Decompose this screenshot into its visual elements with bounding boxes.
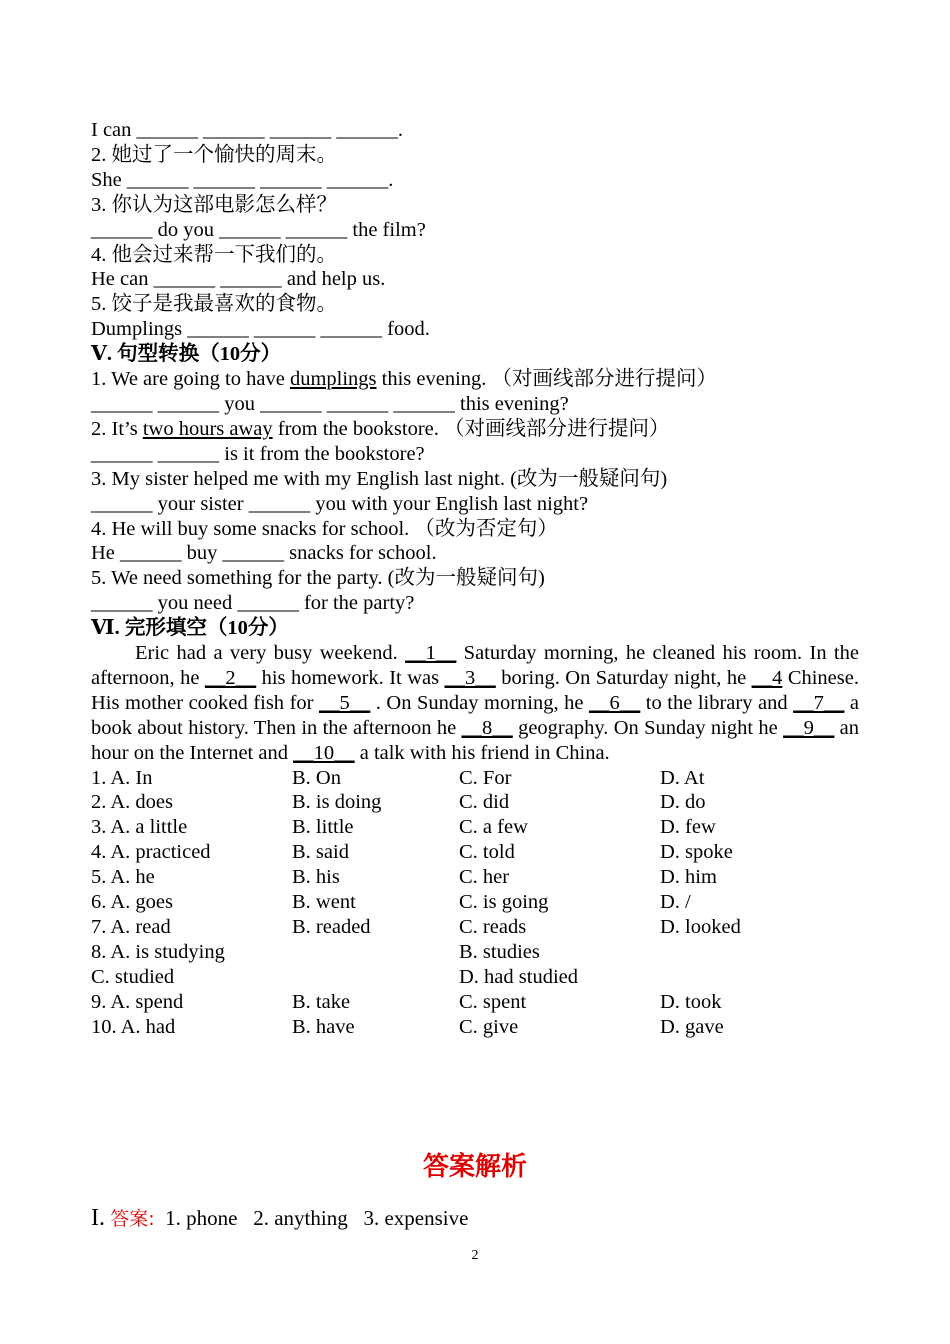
option-cell: B. readed xyxy=(292,916,371,938)
passage-text: Eric had a very busy weekend. xyxy=(135,642,406,665)
option-cell: 10. A. had xyxy=(91,1015,176,1038)
option-cell: D. spoke xyxy=(660,841,733,864)
blank: __6__ xyxy=(589,691,641,714)
option-cell: B. his xyxy=(292,866,340,889)
blank: __9__ xyxy=(783,716,835,739)
option-cell: B. said xyxy=(292,841,349,864)
option-cell: C. studied xyxy=(91,965,175,988)
option-cell: D. had studied xyxy=(459,965,578,988)
blank: __4 xyxy=(751,666,783,689)
option-row xyxy=(91,766,859,791)
section-4-line: 5. 饺子是我最喜欢的食物。 xyxy=(91,293,337,316)
underlined-phrase: dumplings xyxy=(289,368,377,391)
option-cell: C. give xyxy=(459,1015,519,1038)
blank: __5__ xyxy=(319,691,371,714)
answer-line-5-5: ______ you need ______ for the party? xyxy=(91,592,415,615)
question-5-5: 5. We need something for the party. (改为一般疑问句) xyxy=(91,567,545,590)
option-row xyxy=(91,1015,859,1040)
section-4-tail xyxy=(91,118,859,342)
blank: __2__ xyxy=(204,666,257,689)
section-4-line: I can ______ ______ ______ ______. xyxy=(91,119,404,141)
question-5-3: 3. My sister helped me with my English last night. (改为一般疑问句) xyxy=(91,467,668,490)
blank: __8__ xyxy=(461,716,513,739)
passage-text: his homework. It was xyxy=(256,666,445,689)
page-number: 2 xyxy=(471,1248,479,1263)
option-cell: 8. A. is studying xyxy=(91,940,225,963)
option-cell: B. have xyxy=(292,1015,355,1038)
option-cell xyxy=(292,940,459,965)
option-cell: 4. A. practiced xyxy=(91,841,211,864)
blank: __1__ xyxy=(405,642,457,665)
question-5-1: 1. We are going to have dumplings this evening. （对画线部分进行提问） xyxy=(91,368,718,391)
option-cell: 3. A. a little xyxy=(91,816,188,839)
option-cell: D. looked xyxy=(660,916,741,938)
option-row xyxy=(91,990,859,1015)
option-cell: D. do xyxy=(660,791,706,814)
worksheet-page xyxy=(91,118,859,1040)
passage-text: geography. On Sunday night he xyxy=(512,716,784,739)
answer-line-5-2: ______ ______ is it from the bookstore? xyxy=(91,442,425,465)
cloze-options xyxy=(91,766,859,1040)
option-cell: B. take xyxy=(292,990,351,1013)
option-row xyxy=(91,965,859,990)
option-cell: 6. A. goes xyxy=(91,891,173,914)
section-4-line: ______ do you ______ ______ the film? xyxy=(91,218,426,241)
option-cell: B. On xyxy=(292,766,341,789)
passage-text: to the library and xyxy=(640,691,794,714)
section-4-line: He can ______ ______ and help us. xyxy=(91,268,386,291)
section-6-title: Ⅵ. 完形填空（10分） xyxy=(91,617,289,640)
option-row xyxy=(91,790,859,815)
option-cell: D. him xyxy=(660,866,717,889)
section-4-line: 2. 她过了一个愉快的周末。 xyxy=(91,143,337,166)
answer-line-5-4: He ______ buy ______ snacks for school. xyxy=(91,542,437,565)
option-cell: 7. A. read xyxy=(91,916,171,938)
option-cell: C. her xyxy=(459,866,510,889)
option-cell: B. went xyxy=(292,891,356,914)
option-cell: 9. A. spend xyxy=(91,990,184,1013)
answer-row-1: I. 答案: 1. phone 2. anything 3. expensive xyxy=(91,1205,469,1231)
option-cell: C. is going xyxy=(459,891,549,914)
answers-title: 答案解析 xyxy=(422,1152,527,1182)
option-cell: 5. A. he xyxy=(91,866,155,889)
option-cell: C. told xyxy=(459,841,515,864)
option-cell: D. At xyxy=(660,766,705,789)
option-cell: D. / xyxy=(660,891,691,914)
blank: __3__ xyxy=(444,666,496,689)
option-cell xyxy=(660,965,859,990)
question-5-4: 4. He will buy some snacks for school. （改为否定句） xyxy=(91,517,558,540)
option-row xyxy=(91,815,859,840)
passage-text: Chinese. His mother cooked fish for xyxy=(91,666,859,714)
section-4-line: She ______ ______ ______ ______. xyxy=(91,168,394,191)
section-4-line: 4. 他会过来帮一下我们的。 xyxy=(91,243,337,266)
passage-text: boring. On Saturday night, he xyxy=(495,666,752,689)
option-cell xyxy=(292,965,459,990)
section-5-title: Ⅴ. 句型转换（10分） xyxy=(91,343,282,366)
passage-text: a book about history. Then in the afternoon he xyxy=(91,691,859,739)
option-cell: C. did xyxy=(459,791,510,814)
option-cell: C. a few xyxy=(459,816,528,839)
blank: __7__ xyxy=(793,691,845,714)
blank: __10__ xyxy=(293,741,355,764)
answer-line-5-1: ______ ______ you ______ ______ ______ this evening? xyxy=(91,392,569,415)
option-row xyxy=(91,890,859,915)
passage-text: a talk with his friend in China. xyxy=(354,741,610,764)
passage-text: an hour on the Internet and xyxy=(91,716,860,764)
section-4-line: Dumplings ______ ______ ______ food. xyxy=(91,318,430,341)
passage-text: Saturday morning, he cleaned his room. In the afternoon, he xyxy=(91,642,859,689)
option-cell: D. few xyxy=(660,816,716,839)
cloze-passage xyxy=(91,641,859,766)
option-cell: B. is doing xyxy=(292,791,382,814)
option-row xyxy=(91,915,859,940)
option-cell xyxy=(660,940,859,965)
option-row xyxy=(91,840,859,865)
answer-line-5-3: ______ your sister ______ you with your English last night? xyxy=(91,492,589,515)
option-cell: C. reads xyxy=(459,916,527,938)
option-cell: D. took xyxy=(660,990,722,1013)
option-cell: B. studies xyxy=(459,940,540,963)
option-row xyxy=(91,940,859,965)
question-5-2: 2. It’s two hours away from the bookstore. （对画线部分进行提问） xyxy=(91,417,670,440)
option-cell: B. little xyxy=(292,816,354,839)
option-cell: 2. A. does xyxy=(91,791,173,814)
passage-text: . On Sunday morning, he xyxy=(370,691,590,714)
underlined-phrase: two hours away xyxy=(142,417,273,440)
option-cell: C. spent xyxy=(459,990,527,1013)
option-cell: D. gave xyxy=(660,1015,724,1038)
option-cell: 1. A. In xyxy=(91,766,153,789)
section-4-line: 3. 你认为这部电影怎么样？ xyxy=(91,193,337,216)
option-cell: C. For xyxy=(459,766,512,789)
option-row xyxy=(91,865,859,890)
